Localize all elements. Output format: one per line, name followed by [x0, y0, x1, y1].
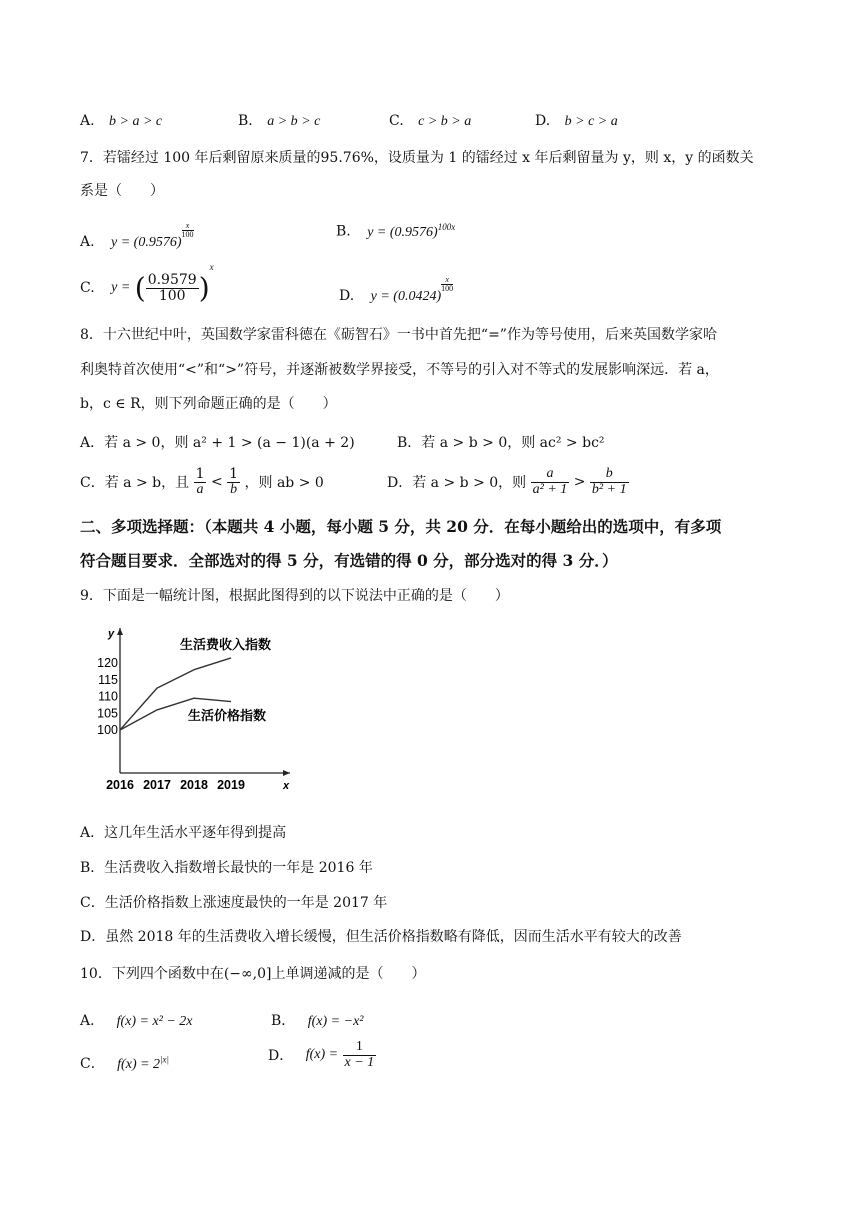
- q10-option-d-fraction: $\frac{1}{x - 1}$: [344, 1039, 375, 1070]
- q6-option-b-text: a > b > c: [267, 114, 321, 129]
- q7-option-d-label: D.: [339, 288, 355, 304]
- section-2-heading-line2: 符合题目要求．全部选对的得 5 分，有选错的得 0 分，部分选对的得 3 分．）: [80, 551, 618, 570]
- x-tick-label: 2017: [143, 778, 171, 792]
- q7-option-c-label: C.: [80, 280, 95, 296]
- q8-option-a: [80, 432, 355, 452]
- q7-option-b-label: B.: [336, 223, 351, 240]
- q7-option-b: [336, 222, 455, 241]
- y-tick-label: 115: [98, 672, 118, 687]
- q7-option-c: C. y = ( $\frac{0.9579}{100}$ )$^x$: [80, 262, 214, 305]
- q8-option-b-label: B．: [397, 435, 422, 451]
- q6-option-b-label: B.: [238, 113, 253, 129]
- q8-stem-line3: b，c ∈ R，则下列命题正确的是（ ）: [80, 396, 337, 412]
- q6-option-a: [80, 113, 162, 130]
- q7-option-b-exponent: 100x: [437, 222, 456, 232]
- q6-option-d-text: b > c > a: [564, 114, 618, 129]
- x-axis-arrow: [283, 770, 290, 776]
- x-tick-label: 2018: [180, 778, 208, 792]
- q6-option-d-label: D.: [535, 113, 551, 129]
- q10-option-b-formula: f(x) = −x²: [307, 1014, 364, 1029]
- y-tick-label: 100: [97, 723, 118, 737]
- q10-option-b: [271, 1010, 363, 1030]
- q7-option-a-formula: y = (0.9576): [111, 235, 182, 250]
- q8-option-a-text: 若 a > 0，则 a² + 1 > (a − 1)(a + 2): [104, 435, 355, 451]
- q6-option-d: [535, 113, 618, 130]
- q8-option-c-post: ，则 ab > 0: [244, 475, 324, 492]
- q10-option-a: [80, 1010, 193, 1030]
- q8-option-a-label: A．: [80, 435, 105, 451]
- y-tick-label: 120: [97, 656, 118, 670]
- q6-option-b: [238, 113, 320, 130]
- q7-stem-line2: 系是（ ）: [80, 183, 164, 199]
- y-axis-arrow: [117, 628, 123, 635]
- q8-option-c-pre: 若 a > b，且: [104, 475, 190, 492]
- q10-option-d-label: D．: [268, 1048, 294, 1065]
- q8-option-d-fraction-1: $\frac{a}{\text{a² + 1}}$: [532, 466, 568, 497]
- q8-option-d-greater-than: >: [573, 474, 586, 491]
- q8-option-c-label: C．: [80, 475, 105, 492]
- series-label-2: 生活价格指数: [188, 709, 267, 724]
- q8-option-c-less-than: <: [210, 474, 223, 491]
- q8-option-d-fraction-2: $\frac{b}{\text{b² + 1}}$: [591, 466, 627, 497]
- q8-option-b: [397, 432, 605, 452]
- q8-stem-line1: 8．十六世纪中叶，英国数学家雷科德在《砺智石》一书中首先把“=”作为等号使用，后来英国数学家哈: [80, 327, 717, 343]
- q8-option-d-pre: 若 a > b > 0，则: [412, 475, 527, 492]
- x-axis-label: x: [283, 780, 290, 792]
- q9-stem: 9．下面是一幅统计图，根据此图得到的以下说法中正确的是（ ）: [80, 588, 509, 604]
- q7-stem-line1: 7．若镭经过 100 年后剩留原来质量的95.76%，设质量为 1 的镭经过 x 年后剩留量为 y，则 x，y 的函数关: [80, 150, 754, 166]
- q10-stem: 10．下列四个函数中在(−∞,0]上单调递减的是（ ）: [80, 966, 426, 982]
- q9-option-d: D．虽然 2018 年的生活费收入增长缓慢，但生活价格指数略有降低，因而生活水平有较大的改善: [80, 929, 682, 945]
- q8-option-d: [387, 467, 629, 497]
- q6-option-a-text: b > a > c: [109, 114, 163, 129]
- q6-option-a-label: A.: [80, 113, 95, 129]
- q8-option-c-fraction-2: $\frac{1}{b}$: [229, 466, 239, 497]
- q8-option-c-fraction-1: $\frac{1}{a}$: [195, 466, 205, 497]
- q7-option-d: [339, 276, 453, 305]
- q9-option-a: A．这几年生活水平逐年得到提高: [80, 825, 287, 841]
- q8-stem-line2: 利奥特首次使用“<”和“>”符号，并逐渐被数学界接受，不等号的引入对不等式的发展影响深远．若 a，: [80, 362, 719, 378]
- q7-option-c-lhs: y =: [111, 280, 131, 295]
- q6-option-c: [389, 113, 471, 130]
- x-tick-label: 2016: [106, 778, 134, 792]
- q7-option-a-exponent: $\frac{x}{100}$: [181, 221, 194, 239]
- q7-option-c-fraction: $\frac{0.9579}{100}$: [147, 271, 197, 304]
- q7-option-c-exponent: x: [209, 262, 214, 272]
- x-tick-label: 2019: [217, 778, 245, 792]
- q6-option-c-label: C.: [389, 113, 404, 129]
- q8-option-c: [80, 467, 324, 497]
- q9-option-c: C．生活价格指数上涨速度最快的一年是 2017 年: [80, 895, 388, 911]
- y-tick-label: 110: [98, 689, 118, 704]
- q8-option-b-text: 若 a > b > 0，则 ac² > bc²: [421, 435, 605, 451]
- y-axis-label: y: [108, 628, 115, 640]
- q7-option-d-formula: y = (0.0424): [370, 289, 442, 304]
- section-2-heading-line1: 二、多项选择题：（本题共 4 小题，每小题 5 分，共 20 分．在每小题给出的选项中，有多项: [80, 517, 722, 536]
- q10-option-a-formula: f(x) = x² − 2x: [116, 1014, 193, 1029]
- q9-option-b: B．生活费收入指数增长最快的一年是 2016 年: [80, 860, 373, 876]
- q10-option-b-label: B．: [271, 1013, 296, 1029]
- q7-option-b-formula: y = (0.9576): [367, 224, 438, 240]
- q9-line-chart: [88, 620, 318, 800]
- q10-option-d-lhs: f(x) =: [305, 1047, 339, 1063]
- q7-option-a: [80, 222, 194, 251]
- q8-option-d-label: D．: [387, 475, 413, 492]
- q10-option-c-label: C．: [80, 1056, 105, 1072]
- q10-option-d: [268, 1040, 376, 1070]
- q10-option-a-label: A．: [80, 1013, 105, 1029]
- series-label-1: 生活费收入指数: [180, 638, 272, 653]
- q7-option-d-exponent: $\frac{x}{100}$: [441, 275, 454, 293]
- y-tick-label: 105: [97, 706, 118, 721]
- q10-option-c-exponent: |x|: [160, 1054, 169, 1065]
- q10-option-c: [80, 1053, 169, 1073]
- q7-option-a-label: A.: [80, 234, 95, 250]
- q10-option-c-formula: f(x) = 2: [117, 1057, 161, 1072]
- q6-option-c-text: c > b > a: [418, 114, 472, 129]
